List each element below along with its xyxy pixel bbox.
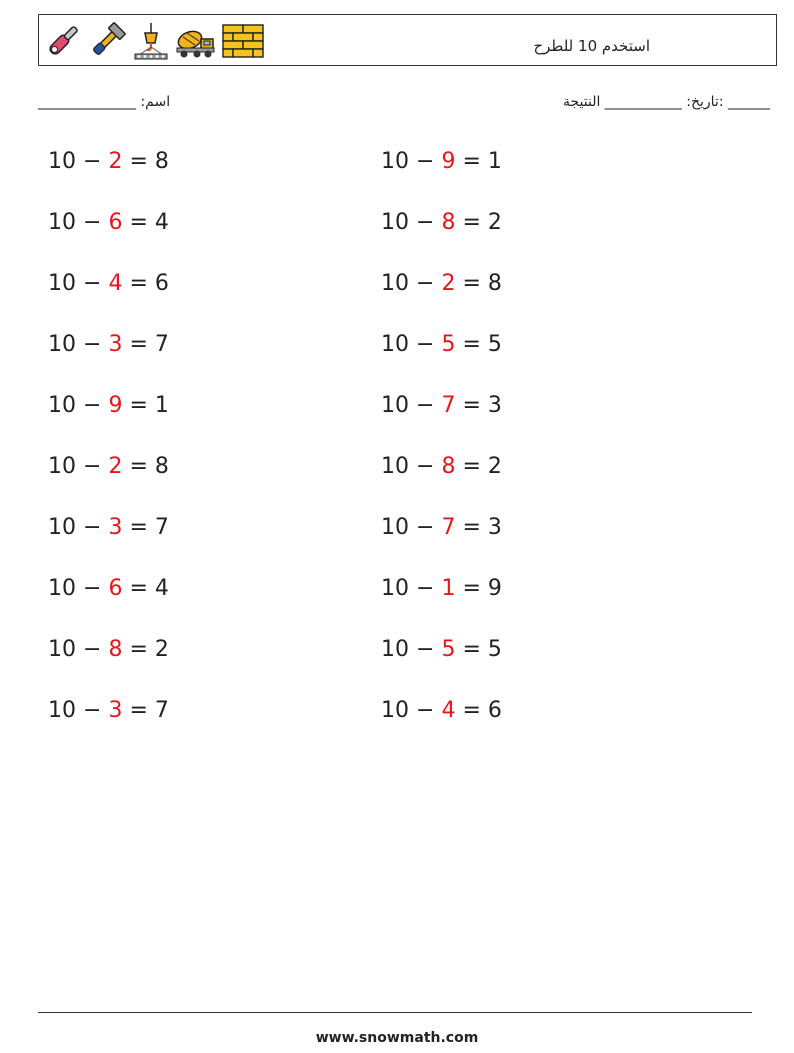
problem-left-5 (48, 384, 169, 428)
equals-sign: = (462, 393, 481, 418)
result: 7 (154, 332, 169, 357)
minus-sign: − (83, 698, 102, 723)
subtrahend: 2 (108, 149, 123, 174)
subtrahend: 9 (108, 393, 123, 418)
result: 3 (487, 393, 502, 418)
minuend: 10 (48, 698, 76, 723)
footer-divider (38, 1012, 752, 1013)
subtrahend: 5 (441, 637, 456, 662)
minus-sign: − (416, 210, 435, 235)
problem-left-4 (48, 323, 169, 367)
equals-sign: = (129, 332, 148, 357)
subtrahend: 3 (108, 698, 123, 723)
equals-sign: = (462, 515, 481, 540)
result: 1 (487, 149, 502, 174)
equals-sign: = (462, 576, 481, 601)
equals-sign: = (129, 576, 148, 601)
subtrahend: 7 (441, 515, 456, 540)
minuend: 10 (48, 332, 76, 357)
equals-sign: = (129, 210, 148, 235)
result: 1 (154, 393, 169, 418)
subtrahend: 2 (108, 454, 123, 479)
minuend: 10 (381, 637, 409, 662)
result: 6 (487, 698, 502, 723)
problem-left-1 (48, 140, 169, 184)
problem-right-5 (381, 384, 502, 428)
worksheet-header (38, 14, 777, 66)
equals-sign: = (129, 515, 148, 540)
crane-hook-icon (131, 21, 171, 61)
minuend: 10 (48, 210, 76, 235)
minus-sign: − (416, 576, 435, 601)
equals-sign: = (129, 637, 148, 662)
subtrahend: 3 (108, 332, 123, 357)
minuend: 10 (381, 149, 409, 174)
minus-sign: − (416, 515, 435, 540)
minus-sign: − (416, 149, 435, 174)
problem-left-3 (48, 262, 169, 306)
footer-url: www.snowmath.com (315, 1030, 479, 1046)
problem-left-2 (48, 201, 169, 245)
minus-sign: − (416, 393, 435, 418)
minuend: 10 (381, 332, 409, 357)
result: 8 (487, 271, 502, 296)
date-score-field: ______ :تاريخ: ___________ النتيجة (562, 94, 770, 110)
minus-sign: − (83, 515, 102, 540)
equals-sign: = (462, 210, 481, 235)
equals-sign: = (462, 698, 481, 723)
equals-sign: = (462, 149, 481, 174)
problem-right-8 (381, 567, 502, 611)
problem-left-10 (48, 689, 169, 733)
subtrahend: 8 (441, 210, 456, 235)
minuend: 10 (48, 454, 76, 479)
equals-sign: = (462, 454, 481, 479)
result: 8 (154, 149, 169, 174)
result: 2 (154, 637, 169, 662)
chainsaw-icon (43, 21, 83, 61)
equals-sign: = (462, 271, 481, 296)
problem-left-6 (48, 445, 169, 489)
subtrahend: 6 (108, 210, 123, 235)
header-icons (43, 19, 265, 63)
result: 3 (487, 515, 502, 540)
minuend: 10 (48, 393, 76, 418)
minuend: 10 (48, 149, 76, 174)
problem-left-7 (48, 506, 169, 550)
problem-left-9 (48, 628, 169, 672)
name-field: اسم: ______________ (38, 94, 171, 110)
result: 8 (154, 454, 169, 479)
minuend: 10 (48, 515, 76, 540)
minus-sign: − (416, 698, 435, 723)
minus-sign: − (416, 454, 435, 479)
minuend: 10 (381, 454, 409, 479)
minuend: 10 (48, 576, 76, 601)
result: 2 (487, 454, 502, 479)
minuend: 10 (381, 210, 409, 235)
equals-sign: = (462, 637, 481, 662)
minus-sign: − (83, 576, 102, 601)
problem-left-8 (48, 567, 169, 611)
subtrahend: 8 (108, 637, 123, 662)
bricks-icon (221, 21, 265, 61)
worksheet-title: استخدم 10 للطرح (533, 37, 650, 55)
pipe-wrench-icon (87, 21, 127, 61)
minus-sign: − (83, 149, 102, 174)
subtrahend: 6 (108, 576, 123, 601)
subtrahend: 8 (441, 454, 456, 479)
minuend: 10 (48, 637, 76, 662)
equals-sign: = (462, 332, 481, 357)
subtrahend: 4 (108, 271, 123, 296)
result: 7 (154, 515, 169, 540)
problem-right-3 (381, 262, 502, 306)
equals-sign: = (129, 393, 148, 418)
minus-sign: − (83, 332, 102, 357)
subtrahend: 3 (108, 515, 123, 540)
result: 7 (154, 698, 169, 723)
result: 9 (487, 576, 502, 601)
minuend: 10 (381, 576, 409, 601)
minuend: 10 (381, 698, 409, 723)
equals-sign: = (129, 149, 148, 174)
subtrahend: 4 (441, 698, 456, 723)
subtrahend: 2 (441, 271, 456, 296)
equals-sign: = (129, 271, 148, 296)
minuend: 10 (48, 271, 76, 296)
equals-sign: = (129, 454, 148, 479)
minuend: 10 (381, 393, 409, 418)
minus-sign: − (416, 637, 435, 662)
problem-right-9 (381, 628, 502, 672)
result: 2 (487, 210, 502, 235)
problem-right-7 (381, 506, 502, 550)
minus-sign: − (416, 332, 435, 357)
result: 6 (154, 271, 169, 296)
subtrahend: 7 (441, 393, 456, 418)
result: 5 (487, 332, 502, 357)
subtrahend: 9 (441, 149, 456, 174)
minus-sign: − (83, 454, 102, 479)
minus-sign: − (83, 210, 102, 235)
minus-sign: − (83, 271, 102, 296)
problem-right-1 (381, 140, 502, 184)
problem-right-10 (381, 689, 502, 733)
cement-mixer-truck-icon (175, 21, 217, 61)
minus-sign: − (416, 271, 435, 296)
problem-right-2 (381, 201, 502, 245)
minus-sign: − (83, 393, 102, 418)
problem-right-4 (381, 323, 502, 367)
equals-sign: = (129, 698, 148, 723)
minuend: 10 (381, 271, 409, 296)
minuend: 10 (381, 515, 409, 540)
minus-sign: − (83, 637, 102, 662)
result: 4 (154, 576, 169, 601)
subtrahend: 1 (441, 576, 456, 601)
result: 5 (487, 637, 502, 662)
subtrahend: 5 (441, 332, 456, 357)
problem-right-6 (381, 445, 502, 489)
result: 4 (154, 210, 169, 235)
